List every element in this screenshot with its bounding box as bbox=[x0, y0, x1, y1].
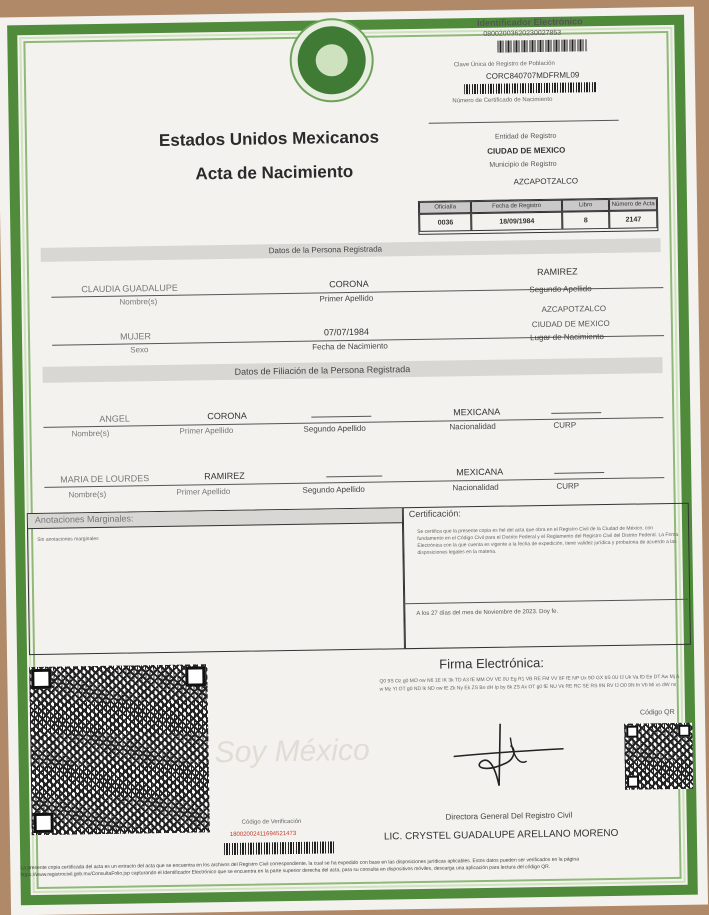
identificador-label: Identificador Electrónico bbox=[477, 16, 583, 28]
madre-segundo-apellido-label: Segundo Apellido bbox=[302, 484, 365, 495]
birth-certificate-sheet bbox=[0, 7, 708, 915]
country-title: Estados Unidos Mexicanos bbox=[158, 127, 380, 150]
sexo-label: Sexo bbox=[130, 345, 149, 355]
segundo-apellido-label: Segundo Apellido bbox=[529, 284, 592, 295]
madre-primer-apellido-value: RAMIREZ bbox=[204, 470, 245, 482]
document-title: Acta de Nacimiento bbox=[195, 161, 354, 184]
fecha-nacimiento-value: 07/07/1984 bbox=[323, 326, 370, 338]
madre-nacionalidad-label: Nacionalidad bbox=[452, 482, 499, 493]
registro-header: Libro bbox=[562, 199, 610, 212]
verificacion-label: Código de Verificación bbox=[241, 818, 302, 826]
registro-table bbox=[418, 197, 659, 235]
firma-title: Firma Electrónica: bbox=[439, 655, 545, 672]
certificacion-text: Se certifica que la presente copia es fiel del acta que obra en el Registro Civil de la Ciudad de México, con fundamento en el Código Civil para el Distrito Federal y el Reglamento del Registro Civil del Distrito Federal. La Firma Electrónica con la que cuenta es vigente a la fecha de expedición, tiene validez jurídica y probatoria de acuerdo a las disposiciones legales en la materia. bbox=[417, 525, 679, 556]
verificacion-barcode bbox=[224, 841, 334, 855]
segundo-apellido-value: RAMIREZ bbox=[536, 266, 578, 278]
padre-nombre-label: Nombre(s) bbox=[71, 428, 110, 439]
anotaciones-text: Sin anotaciones marginales bbox=[37, 535, 99, 543]
identificador-barcode bbox=[497, 39, 587, 52]
qr-code-label: Código QR bbox=[639, 708, 675, 717]
fecha-registro-value: 18/09/1984 bbox=[471, 212, 562, 231]
nombre-value: CLAUDIA GUADALUPE bbox=[81, 282, 178, 295]
entidad-value: CIUDAD DE MEXICO bbox=[487, 145, 566, 156]
certificado-label: Número de Certificado de Nacimiento bbox=[452, 96, 553, 105]
anotaciones-title: Anotaciones Marginales: bbox=[34, 513, 134, 525]
padre-primer-apellido-label: Primer Apellido bbox=[179, 425, 234, 436]
padre-segundo-apellido-label: Segundo Apellido bbox=[303, 423, 366, 434]
acta-value: 2147 bbox=[609, 210, 657, 229]
watermark-text: Soy México bbox=[214, 733, 370, 770]
oficialia-value: 0036 bbox=[419, 213, 472, 232]
qr-code-small bbox=[624, 723, 693, 790]
registro-header: Oficialía bbox=[419, 201, 472, 214]
municipio-value: AZCAPOTZALCO bbox=[513, 176, 579, 187]
persona-section-title: Datos de la Persona Registrada bbox=[268, 244, 383, 256]
curp-barcode bbox=[464, 82, 596, 94]
padre-primer-apellido-value: CORONA bbox=[207, 410, 247, 422]
nombre-label: Nombre(s) bbox=[119, 297, 158, 307]
firma-hash: Q0 9S Oz g0 MO ow N6 1E IK 3k TD A3 fE MM OV VE 0U Eg R1 VB RE FM VV 8F fE NP Ux 9O GX bS 0U fJ Uk Va fD Ee DT Aw Mj Aw Mz Yt OT g0 ND lk ND ow fE Zk Ny Ek ZS Bo dH Ip by 8k ZS Ax OT g0 fE NU Vk RE RC SE RS 9N RV fJ O0 9N fn Vb Mi xs dW ns bbox=[379, 673, 680, 693]
padre-curp-label: CURP bbox=[553, 420, 577, 430]
madre-nombre-label: Nombre(s) bbox=[68, 489, 107, 500]
anotaciones-box bbox=[27, 507, 405, 655]
directora-label: Directora General Del Registro Civil bbox=[445, 810, 573, 822]
padre-nombre-value: ANGEL bbox=[99, 413, 130, 424]
sexo-value: MUJER bbox=[119, 331, 152, 342]
identificador-value: 08002003620230027853 bbox=[483, 29, 562, 38]
fecha-nacimiento-label: Fecha de Nacimiento bbox=[312, 341, 388, 352]
verificacion-value: 18002002411694521473 bbox=[229, 830, 297, 838]
curp-label: Clave Única de Registro de Población bbox=[453, 60, 555, 69]
footer-text: La presente copia certificada del acta es un extracto del acta que se encuentra en los archivos del Registro Civil correspondiente, la cual se ha expedido con base en las disposiciones jurídicas aplicables. Estos datos pueden ser verificados en la página https://www.registrocivil.gob.mx/ConsultaFolio.jsp capturando el Identificador Electrónico que se encuentra en la parte superior derecha del acta, para su consulta en dispositivos móviles, descarga una aplicación para lectura del código QR. bbox=[20, 856, 580, 879]
padre-nacionalidad-label: Nacionalidad bbox=[449, 421, 496, 432]
directora-name: LIC. CRYSTEL GUADALUPE ARELLANO MORENO bbox=[383, 827, 619, 843]
filiacion-section-title: Datos de Filiación de la Persona Registrada bbox=[234, 364, 411, 377]
lugar-municipio-value: AZCAPOTZALCO bbox=[541, 303, 607, 315]
curp-value: CORC840707MDFRML09 bbox=[485, 70, 580, 81]
primer-apellido-value: CORONA bbox=[329, 278, 369, 290]
entidad-label: Entidad de Registro bbox=[494, 132, 557, 141]
certificacion-title: Certificación: bbox=[408, 508, 461, 520]
madre-nombre-value: MARIA DE LOURDES bbox=[60, 473, 150, 485]
lugar-nacimiento-label: Lugar de Nacimiento bbox=[530, 332, 604, 343]
madre-curp-label: CURP bbox=[556, 481, 580, 491]
padre-nacionalidad-value: MEXICANA bbox=[453, 406, 501, 418]
primer-apellido-label: Primer Apellido bbox=[319, 293, 374, 304]
qr-code-large bbox=[29, 664, 210, 835]
signature-icon bbox=[448, 715, 569, 797]
lugar-entidad-value: CIUDAD DE MEXICO bbox=[531, 318, 610, 330]
municipio-label: Municipio de Registro bbox=[489, 160, 557, 169]
madre-nacionalidad-value: MEXICANA bbox=[456, 466, 504, 478]
madre-primer-apellido-label: Primer Apellido bbox=[176, 486, 231, 497]
certificacion-fecha: A los 27 días del mes de Noviembre de 2023. Doy fe. bbox=[416, 608, 559, 618]
registro-header: Número de Acta bbox=[609, 198, 657, 211]
libro-value: 8 bbox=[562, 211, 610, 230]
registro-header: Fecha de Registro bbox=[471, 200, 562, 213]
